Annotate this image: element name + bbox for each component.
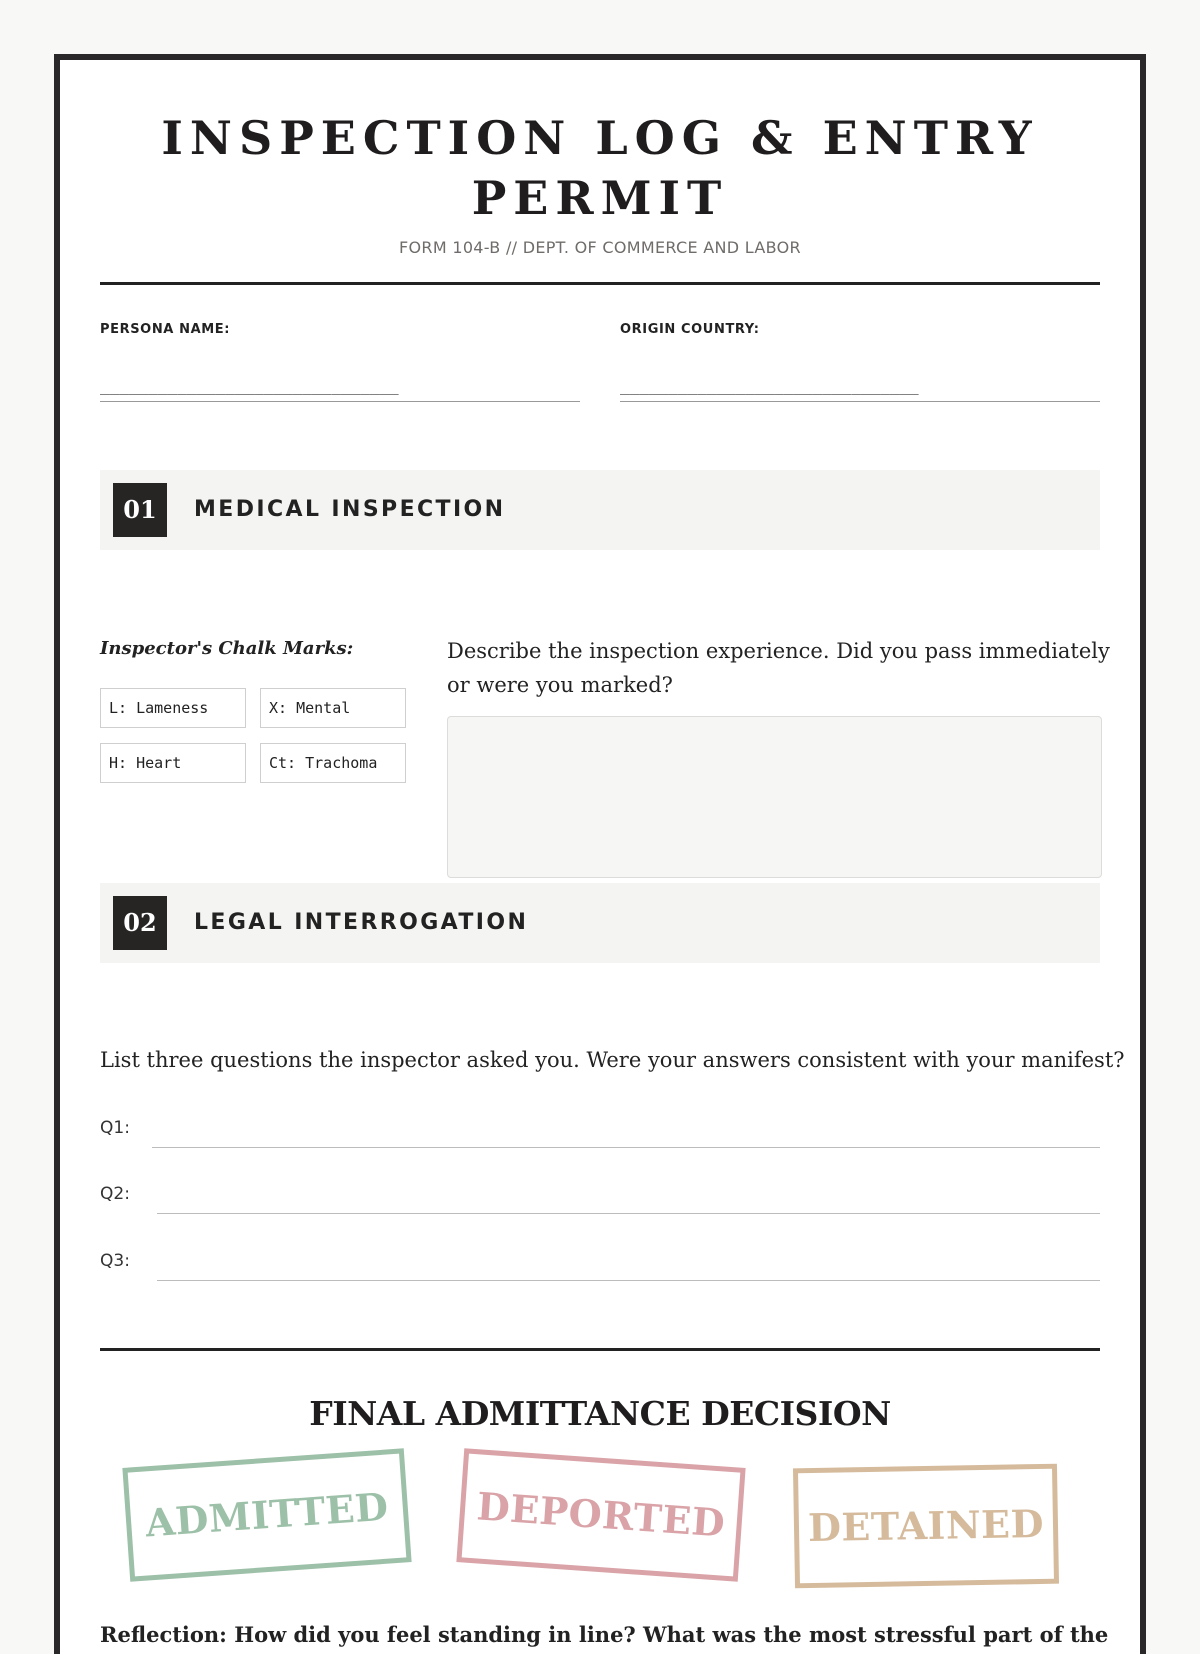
final-decision-title: FINAL ADMITTANCE DECISION [309,1394,891,1433]
chalk-mark-chip: X: Mental [260,688,406,728]
question-answer-line[interactable] [152,1146,1100,1148]
origin-country-label: ORIGIN COUNTRY: [620,322,760,337]
permit-form-sheet [54,54,1146,1654]
form-subtitle: FORM 104-B // DEPT. OF COMMERCE AND LABOR [399,238,801,257]
origin-country-input[interactable]: _______________________________ [620,371,1100,402]
question-label: Q1: [100,1118,130,1138]
deported-stamp[interactable]: DEPORTED [456,1448,745,1581]
question-answer-line[interactable] [157,1212,1100,1214]
medical-prompt: Describe the inspection experience. Did you pass immediately or were you marked? [447,639,1110,697]
detained-stamp[interactable]: DETAINED [793,1464,1059,1589]
section-number-badge: 01 [113,483,167,537]
section-header-legal [100,883,1100,963]
chalk-mark-chip: H: Heart [100,743,246,783]
question-row [100,1174,1100,1214]
persona-name-label: PERSONA NAME: [100,322,231,337]
decision-divider [100,1348,1100,1351]
form-title [100,108,1100,228]
persona-name-field [100,322,580,402]
header-divider [100,282,1100,285]
persona-name-input[interactable]: _______________________________ [100,371,580,402]
form-content [100,60,1125,1647]
section-header-medical [100,470,1100,550]
question-answer-line[interactable] [157,1279,1100,1281]
form-title-line-1: INSPECTION LOG & ENTRY [161,111,1039,165]
admitted-stamp[interactable]: ADMITTED [122,1448,411,1581]
section-number-badge: 02 [113,896,167,950]
chalk-marks-label: Inspector's Chalk Marks: [100,638,354,659]
question-label: Q3: [100,1251,130,1271]
section-title: MEDICAL INSPECTION [194,497,506,522]
section-title: LEGAL INTERROGATION [194,910,529,935]
medical-response-textarea[interactable] [447,716,1102,878]
origin-country-field [620,322,1100,402]
question-label: Q2: [100,1184,130,1204]
form-title-line-2: PERMIT [471,171,729,225]
reflection-prompt: Reflection: How did you feel standing in line? What was the most stressful part of the [100,1622,1109,1647]
legal-prompt: List three questions the inspector asked you. Were your answers consistent with your manifest? [100,1048,1125,1072]
question-row [100,1108,1100,1148]
question-row [100,1241,1100,1281]
chalk-mark-chip: L: Lameness [100,688,246,728]
chalk-mark-chip: Ct: Trachoma [260,743,406,783]
identity-fields [100,322,1100,412]
